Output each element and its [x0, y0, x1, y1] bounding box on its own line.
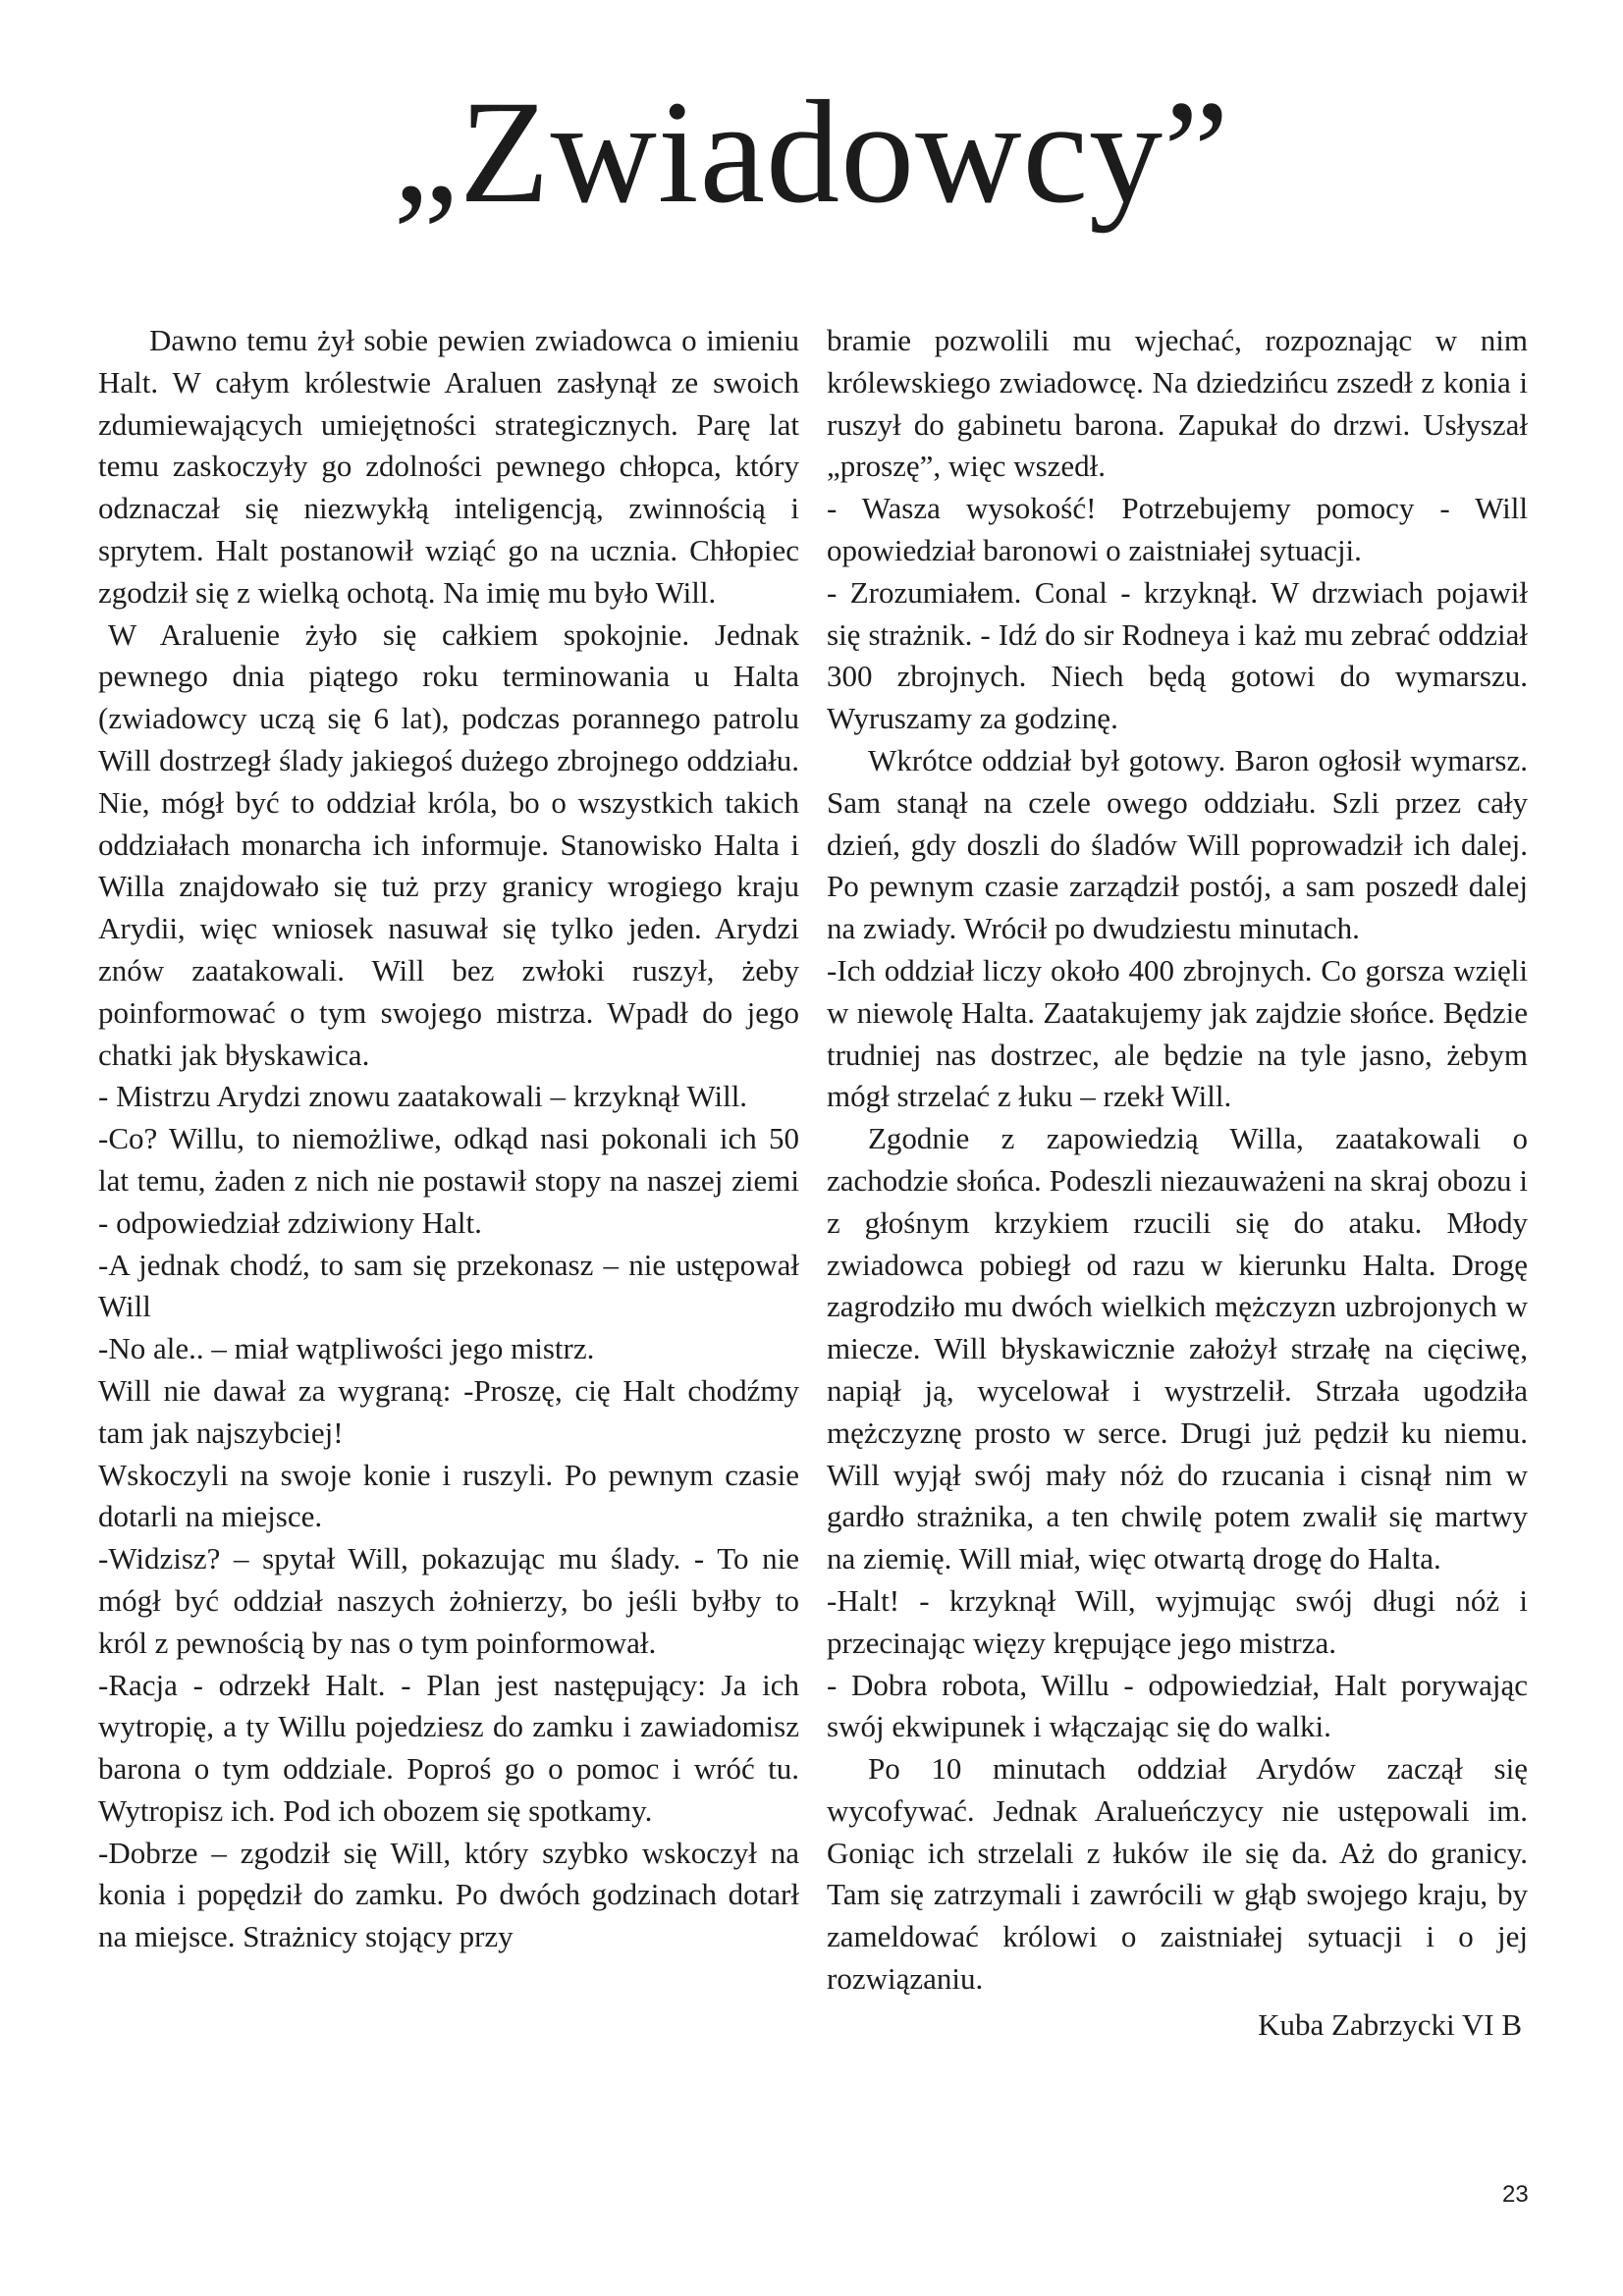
paragraph: bramie pozwolili mu wjechać, rozpoznając w nim królewskiego zwiadowcę. Na dziedzińcu zszedł z konia i ruszył do gabinetu barona. Zapukał do drzwi. Usłyszał „proszę”, więc wszedł. — [827, 323, 1528, 484]
paragraph: Zgodnie z zapowiedzią Willa, zaatakowali o zachodzie słońca. Podeszli niezauważeni na skraj obozu i z głośnym krzykiem rzucili się do ataku. Młody zwiadowca pobiegł od razu w kierunku Halta. Drogę zagrodziło mu dwóch wielkich mężczyzn uzbrojonych w miecze. Will błyskawicznie założył strzałę na cięciwę, napiął ją, wycelował i wystrzelił. Strzała ugodziła mężczyznę prosto w serce. Drugi już pędził ku niemu. Will wyjął swój mały nóż do rzucania i cisnął nim w gardło strażnika, a ten chwilę potem zwalił się martwy na ziemię. Will miał, więc otwartą drogę do Halta. — [827, 1121, 1528, 1576]
paragraph: -Halt! - krzyknął Will, wyjmując swój długi nóż i przecinając więzy krępujące jego mistrza. — [827, 1582, 1528, 1660]
paragraph: -Dobrze – zgodził się Will, który szybko wskoczył na konia i popędził do zamku. Po dwóch godzinach dotarł na miejsce. Strażnicy stojący przy — [98, 1835, 799, 1954]
paragraph: -Racja - odrzekł Halt. - Plan jest następujący: Ja ich wytropię, a ty Willu pojedziesz do zamku i zawiadomisz barona o tym oddziale. Poproś go o pomoc i wróć tu. Wytropisz ich. Pod ich obozem się spotkamy. — [98, 1667, 799, 1828]
paragraph: - Mistrzu Arydzi znowu zaatakowali – krzyknął Will. — [98, 1079, 748, 1114]
paragraph: Po 10 minutach oddział Arydów zaczął się wycofywać. Jednak Aralueńczycy nie ustępowali im. Goniąc ich strzelali z łuków ile się da. Aż do granicy. Tam się zatrzymali i zawrócili w głąb swojego kraju, by zameldować królowi o zaistniałej sytuacji i o jej rozwiązaniu. — [827, 1751, 1528, 1997]
paragraph: Will nie dawał za wygraną: -Proszę, cię Halt chodźmy tam jak najszybciej! — [98, 1372, 799, 1450]
paragraph: Wkrótce oddział był gotowy. Baron ogłosił wymarsz. Sam stanął na czele owego oddziału. Szli przez cały dzień, gdy doszli do śladów Will poprowadził ich dalej. Po pewnym czasie zarządził postój, a sam poszedł dalej na zwiady. Wrócił po dwudziestu minutach. — [827, 742, 1528, 946]
left-column — [98, 320, 799, 1958]
paragraph: -Widzisz? – spytał Will, pokazując mu ślady. - To nie mógł być oddział naszych żołnierzy, bo jeśli byłby to król z pewnością by nas o tym poinformował. — [98, 1541, 799, 1660]
paragraph: Dawno temu żył sobie pewien zwiadowca o imieniu Halt. W całym królestwie Araluen zasłynął ze swoich zdumiewających umiejętności strategicznych. Parę lat temu zaskoczyły go zdolności pewnego chłopca, który odznaczał się niezwykłą inteligencją, zwinnością i sprytem. Halt postanowił wziąć go na ucznia. Chłopiec zgodził się z wielką ochotą. Na imię mu było Will. — [98, 323, 799, 610]
paragraph: -Ich oddział liczy około 400 zbrojnych. Co gorsza wzięli w niewolę Halta. Zaatakujemy jak zajdzie słońce. Będzie trudniej nas dostrzec, ale będzie na tyle jasno, żebym mógł strzelać z łuku – rzekł Will. — [827, 952, 1528, 1114]
page-title: „Zwiadowcy” — [393, 71, 1230, 234]
paragraph: Wskoczyli na swoje konie i ruszyli. Po pewnym czasie dotarli na miejsce. — [98, 1457, 799, 1534]
author-signature: Kuba Zabrzycki VI B — [1258, 2006, 1522, 2042]
right-column — [827, 320, 1528, 2047]
paragraph: -Co? Willu, to niemożliwe, odkąd nasi pokonali ich 50 lat temu, żaden z nich nie postawił stopy na naszej ziemi - odpowiedział zdziwiony Halt. — [98, 1121, 799, 1240]
paragraph: -No ale.. – miał wątpliwości jego mistrz. — [98, 1331, 595, 1366]
paragraph: -A jednak chodź, to sam się przekonasz – nie ustępował Will — [98, 1247, 799, 1324]
paragraph: - Wasza wysokość! Potrzebujemy pomocy - Will opowiedział baronowi o zaistniałej sytuacji. — [827, 491, 1528, 567]
page-number: 23 — [1502, 2181, 1529, 2208]
paragraph: - Zrozumiałem. Conal - krzyknął. W drzwiach pojawił się strażnik. - Idź do sir Rodneya i każ mu zebrać oddział 300 zbrojnych. Niech będą gotowi do wymarszu. Wyruszamy za godzinę. — [827, 574, 1528, 736]
paragraph: W Araluenie żyło się całkiem spokojnie. Jednak pewnego dnia piątego roku terminowania u Halta (zwiadowcy uczą się 6 lat), podczas porannego patrolu Will dostrzegł ślady jakiegoś dużego zbrojnego oddziału. Nie, mógł być to oddział króla, bo o wszystkich takich oddziałach monarcha ich informuje. Stanowisko Halta i Willa znajdowało się tuż przy granicy wrogiego kraju Arydii, więc wniosek nasuwał się tylko jeden. Arydzi znów zaatakowali. Will bez zwłoki ruszył, żeby poinformować o tym swojego mistrza. Wpadł do jego chatki jak błyskawica. — [98, 616, 799, 1072]
right-column-paragraphs — [827, 320, 1528, 2001]
paragraph: - Dobra robota, Willu - odpowiedział, Halt porywając swój ekwipunek i włączając się do walki. — [827, 1667, 1528, 1744]
